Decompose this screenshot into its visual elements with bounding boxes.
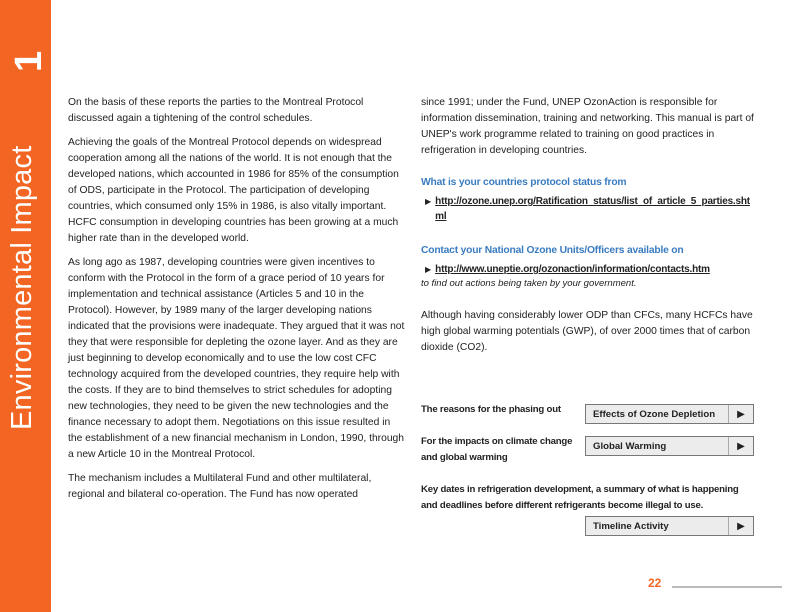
- paragraph: On the basis of these reports the parties to the Montreal Protocol discussed again a tightening of the control schedules.: [68, 97, 364, 124]
- timeline-activity-button[interactable]: [585, 516, 754, 536]
- button-label: Timeline Activity: [593, 520, 669, 532]
- chapter-title: Environmental Impact: [6, 145, 38, 430]
- button-label: Global Warming: [593, 440, 667, 452]
- page-number: 22: [648, 576, 662, 590]
- protocol-status-heading: What is your countries protocol status from: [421, 177, 627, 188]
- contact-ozone-link[interactable]: http://www.uneptie.org/ozonaction/information/contacts.htm: [435, 264, 710, 275]
- play-arrow-icon: ▶: [425, 197, 432, 206]
- play-arrow-icon: ▶: [728, 517, 753, 535]
- chapter-number: 1: [8, 50, 50, 72]
- play-arrow-icon: ▶: [728, 405, 753, 423]
- paragraph: Achieving the goals of the Montreal Protocol depends on widespread cooperation among all the nations of the world. It is not enough that the developed nations, which accounted in 1986 for 85% of the consumption of ODS, participate in the Protocol. The participation of developing countries, which consumed only 15% in 1986, is also vitally important. HCFC consumption in developing countries has been growing at a much higher rate than in the developed world.: [68, 137, 399, 244]
- protocol-status-link-row[interactable]: [421, 194, 756, 224]
- chapter-sidebar: [0, 0, 51, 612]
- right-column: [421, 95, 756, 364]
- contact-ozone-heading: Contact your National Ozone Units/Officers available on: [421, 245, 684, 256]
- left-column: [68, 95, 406, 511]
- paragraph: Although having considerably lower ODP than CFCs, many HCFCs have high global warming potentials (GWP), of over 2000 times that of carbon dioxide (CO2).: [421, 310, 753, 353]
- global-warming-button[interactable]: [585, 436, 754, 456]
- climate-change-label: For the impacts on climate change and global warming: [421, 436, 573, 463]
- contact-ozone-link-row[interactable]: [421, 262, 756, 277]
- paragraph: As long ago as 1987, developing countries were given incentives to conform with the Protocol in the form of a grace period of 10 years for implementation and technical assistance (Articles 5 and 10 in the Protocol). However, by 1989 many of the larger developing nations indicated that the provisions were inadequate. They argued that it was not they that were responsible for depleting the ozone layer. And as they are just beginning to develop economically and to use the low cost CFC technology acquired from the developed countries, they require help with the costs. If they are to bind themselves to strict schedules for adopting new technologies, they need to be given the new technologies and the finance necessary to adopt them. Negotiations on this issue resulted in the establishment of a new financial mechanism in London, 1990, through a new Article 10 in the Montreal Protocol.: [68, 257, 405, 460]
- protocol-status-link[interactable]: http://ozone.unep.org/Ratification_status/list_of_article_5_parties.shtml: [435, 196, 750, 222]
- key-dates-label: Key dates in refrigeration development, a summary of what is happening and deadlines before different refrigerants become illegal to use.: [421, 484, 739, 511]
- footer-rule: [672, 586, 782, 588]
- ozone-depletion-button[interactable]: [585, 404, 754, 424]
- paragraph: since 1991; under the Fund, UNEP OzonAction is responsible for information dissemination, training and networking. This manual is part of UNEP's work programme related to training on good practices in refrigeration in developing countries.: [421, 97, 754, 156]
- play-arrow-icon: ▶: [425, 265, 432, 274]
- paragraph: The mechanism includes a Multilateral Fund and other multilateral, regional and bilateral co-operation. The Fund has now operated: [68, 473, 372, 500]
- button-label: Effects of Ozone Depletion: [593, 408, 716, 420]
- play-arrow-icon: ▶: [728, 437, 753, 455]
- link-note: to find out actions being taken by your government.: [421, 278, 637, 289]
- phasing-out-label: The reasons for the phasing out: [421, 404, 561, 415]
